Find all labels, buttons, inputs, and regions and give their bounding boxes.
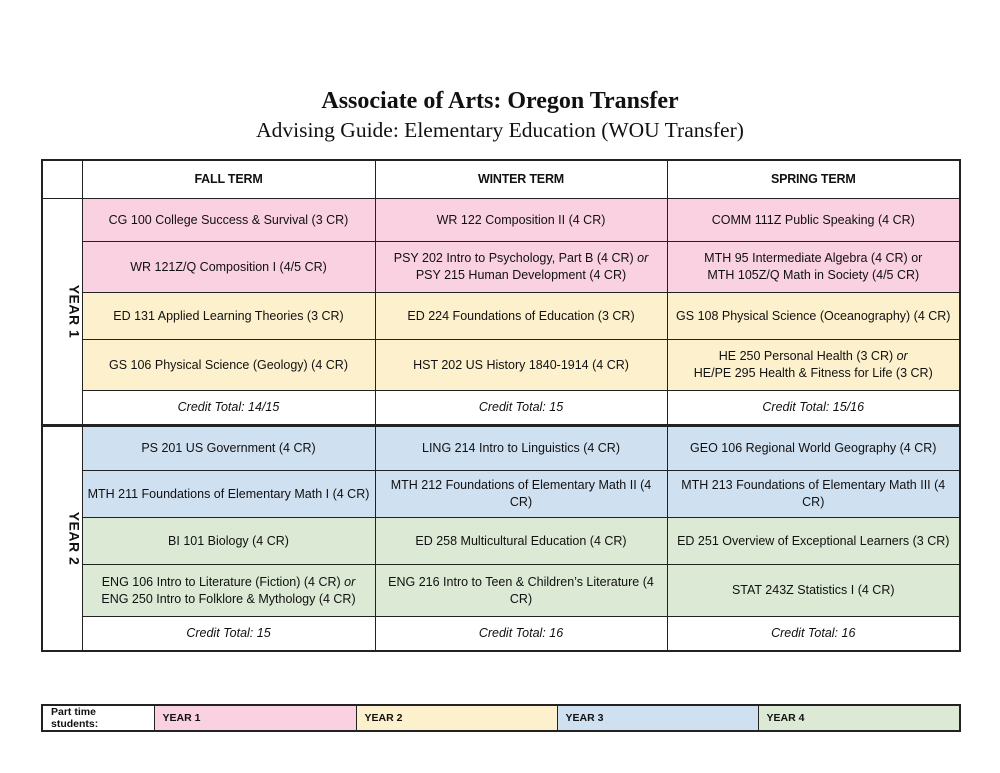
course-cell: [667, 340, 960, 391]
course-option: ENG 250 Intro to Folklore & Mythology (4 CR): [101, 591, 356, 606]
course-cell: HST 202 US History 1840-1914 (4 CR): [375, 340, 667, 391]
course-cell: LING 214 Intro to Linguistics (4 CR): [375, 426, 667, 471]
course-option: ENG 106 Intro to Literature (Fiction) (4 CR): [101, 574, 345, 589]
part-time-year-1: YEAR 1: [154, 705, 356, 731]
year-2-label-cell: [42, 426, 82, 652]
part-time-legend: [41, 704, 961, 732]
table-row: [42, 242, 960, 293]
or-connector: or: [896, 349, 908, 363]
course-cell: COMM 111Z Public Speaking (4 CR): [667, 199, 960, 242]
course-option: HE 250 Personal Health (3 CR): [718, 349, 897, 363]
table-row: [42, 340, 960, 391]
course-cell: WR 122 Composition II (4 CR): [375, 199, 667, 242]
course-cell: MTH 211 Foundations of Elementary Math I (4 CR): [82, 471, 375, 518]
table-row: [42, 518, 960, 565]
credit-total: Credit Total: 16: [667, 617, 960, 652]
term-header-spring: SPRING TERM: [667, 160, 960, 199]
term-header-fall: FALL TERM: [82, 160, 375, 199]
term-header-row: [42, 160, 960, 199]
course-cell: [82, 565, 375, 617]
corner-cell: [42, 160, 82, 199]
course-option: MTH 95 Intermediate Algebra (4 CR) or: [704, 251, 923, 265]
course-cell: ENG 216 Intro to Teen & Children’s Literature (4 CR): [375, 565, 667, 617]
course-cell: GS 106 Physical Science (Geology) (4 CR): [82, 340, 375, 391]
course-cell: GEO 106 Regional World Geography (4 CR): [667, 426, 960, 471]
table-row: [42, 471, 960, 518]
course-cell: GS 108 Physical Science (Oceanography) (4 CR): [667, 293, 960, 340]
course-cell: MTH 213 Foundations of Elementary Math III (4 CR): [667, 471, 960, 518]
table-row: [42, 565, 960, 617]
advising-table: [41, 159, 961, 652]
table-row: [42, 426, 960, 471]
course-cell: ED 258 Multicultural Education (4 CR): [375, 518, 667, 565]
part-time-year-4: YEAR 4: [758, 705, 960, 731]
course-cell: WR 121Z/Q Composition I (4/5 CR): [82, 242, 375, 293]
course-cell: CG 100 College Success & Survival (3 CR): [82, 199, 375, 242]
credit-total: Credit Total: 14/15: [82, 391, 375, 426]
year-label: YEAR 2: [66, 511, 83, 565]
part-time-row: [42, 705, 960, 731]
course-cell: ED 131 Applied Learning Theories (3 CR): [82, 293, 375, 340]
course-cell: ED 224 Foundations of Education (3 CR): [375, 293, 667, 340]
course-option: PSY 215 Human Development (4 CR): [415, 268, 627, 282]
credit-total: Credit Total: 15/16: [667, 391, 960, 426]
course-cell: BI 101 Biology (4 CR): [82, 518, 375, 565]
document-subtitle: Advising Guide: Elementary Education (WOU Transfer): [256, 118, 744, 142]
credit-total: Credit Total: 15: [375, 391, 667, 426]
course-cell: MTH 212 Foundations of Elementary Math II (4 CR): [375, 471, 667, 518]
or-connector: or: [344, 574, 356, 589]
course-cell: PS 201 US Government (4 CR): [82, 426, 375, 471]
course-cell: [667, 242, 960, 293]
table-row: [42, 199, 960, 242]
table-row: [42, 293, 960, 340]
course-option: PSY 202 Intro to Psychology, Part B (4 CR): [393, 251, 638, 265]
credit-total-row: [42, 617, 960, 652]
part-time-label: Part time students:: [42, 705, 154, 731]
course-option: HE/PE 295 Health & Fitness for Life (3 CR): [693, 366, 933, 380]
document-title: Associate of Arts: Oregon Transfer: [321, 88, 679, 114]
credit-total-row: [42, 391, 960, 426]
year-label: YEAR 1: [66, 284, 83, 338]
year-1-label-cell: [42, 199, 82, 426]
credit-total: Credit Total: 15: [82, 617, 375, 652]
course-option: MTH 105Z/Q Math in Society (4/5 CR): [707, 268, 920, 282]
or-connector: or: [637, 251, 649, 265]
part-time-year-3: YEAR 3: [557, 705, 758, 731]
term-header-winter: WINTER TERM: [375, 160, 667, 199]
course-cell: [375, 242, 667, 293]
part-time-year-2: YEAR 2: [356, 705, 557, 731]
credit-total: Credit Total: 16: [375, 617, 667, 652]
course-cell: ED 251 Overview of Exceptional Learners (3 CR): [667, 518, 960, 565]
course-cell: STAT 243Z Statistics I (4 CR): [667, 565, 960, 617]
